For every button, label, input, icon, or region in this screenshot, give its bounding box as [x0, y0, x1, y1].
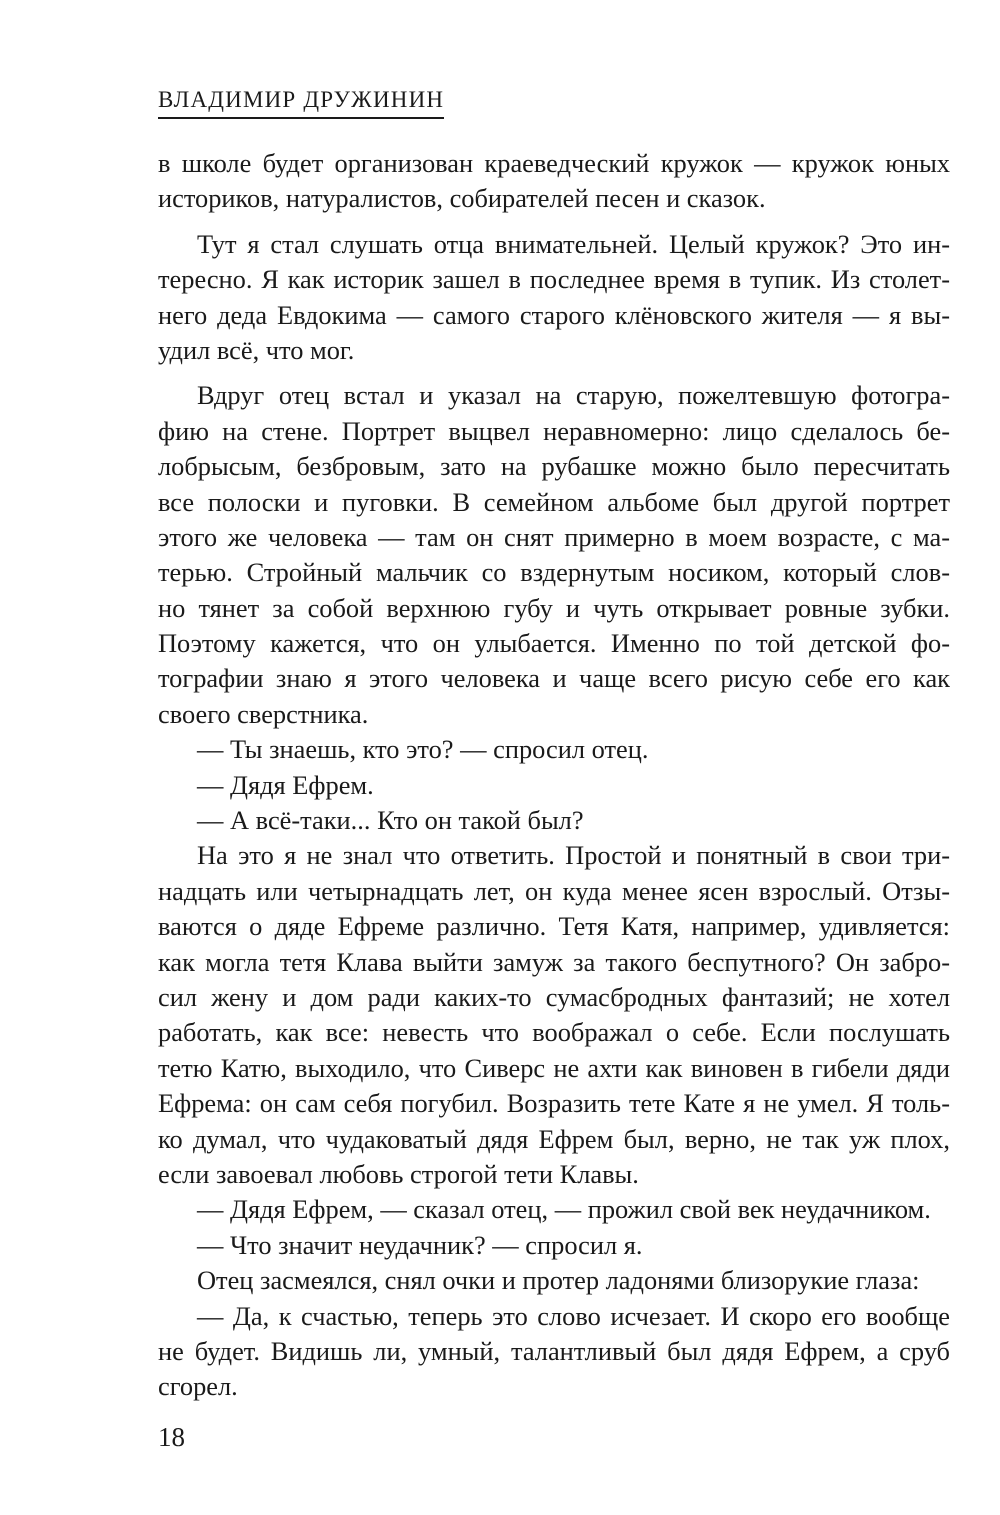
text-line: тересно. Я как историк зашел в последнее время в тупик. Из столет-	[158, 264, 950, 295]
text-line: него деда Евдокима — самого старого клёновского жителя — я вы-	[158, 299, 950, 330]
text-line: сгорел.	[158, 1371, 238, 1402]
page-number: 18	[158, 1422, 185, 1452]
text-line: историков, натуралистов, собирателей песен и сказок.	[158, 183, 766, 214]
text-line: все полоски и пуговки. В семейном альбоме был другой портрет	[158, 486, 950, 517]
text-line: ко думал, что чудаковатый дядя Ефрем был, верно, не так уж плох,	[158, 1123, 950, 1154]
dialogue-line: — А всё-таки... Кто он такой был?	[197, 805, 584, 836]
text-line: Отец засмеялся, снял очки и протер ладонями близорукие глаза:	[197, 1265, 920, 1296]
paragraph-gap	[158, 368, 950, 378]
text-line: Тут я стал слушать отца внимательней. Целый кружок? Это ин-	[197, 228, 950, 259]
text-line: фию на стене. Портрет выцвел неравномерно: лицо сделалось бе-	[158, 415, 950, 446]
text-line: не будет. Видишь ли, умный, талантливый был дядя Ефрем, а сруб	[158, 1335, 950, 1366]
text-line: терью. Стройный мальчик со вздернутым носиком, который слов-	[158, 557, 950, 588]
text-line: ваются о дяде Ефреме различно. Тетя Катя, например, удивляется:	[158, 911, 950, 942]
text-line: работать, как все: невесть что воображал о себе. Если послушать	[158, 1017, 950, 1048]
dialogue-line: — Ты знаешь, кто это? — спросил отец.	[197, 734, 649, 765]
text-line: лобрысым, безбровым, зато на рубашке можно было пересчитать	[158, 451, 950, 482]
text-line: этого же человека — там он снят примерно в моем возрасте, с ма-	[158, 521, 950, 552]
text-line: Поэтому кажется, что он улыбается. Именно по той детской фо-	[158, 628, 950, 659]
dialogue-line: — Да, к счастью, теперь это слово исчезает. И скоро его вообще	[197, 1300, 950, 1331]
text-line: сил жену и дом ради каких-то сумасбродных фантазий; не хотел	[158, 981, 950, 1012]
text-line: если завоевал любовь строгой тети Клавы.	[158, 1158, 639, 1189]
paragraph-gap	[158, 217, 950, 227]
text-line: Вдруг отец встал и указал на старую, пожелтевшую фотогра-	[197, 380, 950, 411]
body-text	[158, 146, 950, 1405]
dialogue-line: — Что значит неудачник? — спросил я.	[197, 1229, 643, 1260]
text-line: своего сверстника.	[158, 698, 369, 729]
text-line: тетю Катю, выходило, что Сиверс не ахти как виновен в гибели дяди	[158, 1052, 950, 1083]
text-line: тографии знаю я этого человека и чаще всего рисую себе его как	[158, 663, 950, 694]
text-line: На это я не знал что ответить. Простой и понятный в свои три-	[197, 840, 950, 871]
text-line: надцать или четырнадцать лет, он куда менее ясен взрослый. Отзы-	[158, 875, 950, 906]
text-line: как могла тетя Клава выйти замуж за такого беспутного? Он забро-	[158, 946, 950, 977]
running-head-author: ВЛАДИМИР ДРУЖИНИН	[158, 86, 444, 119]
text-line: удил всё, что мог.	[158, 334, 355, 365]
text-line: в школе будет организован краеведческий кружок — кружок юных	[158, 148, 950, 178]
dialogue-line: — Дядя Ефрем, — сказал отец, — прожил свой век неудачником.	[197, 1194, 931, 1225]
text-line: но тянет за собой верхнюю губу и чуть открывает ровные зубки.	[158, 592, 950, 623]
dialogue-line: — Дядя Ефрем.	[197, 769, 374, 800]
text-line: Ефрема: он сам себя погубил. Возразить тете Кате я не умел. Я толь-	[158, 1088, 950, 1119]
